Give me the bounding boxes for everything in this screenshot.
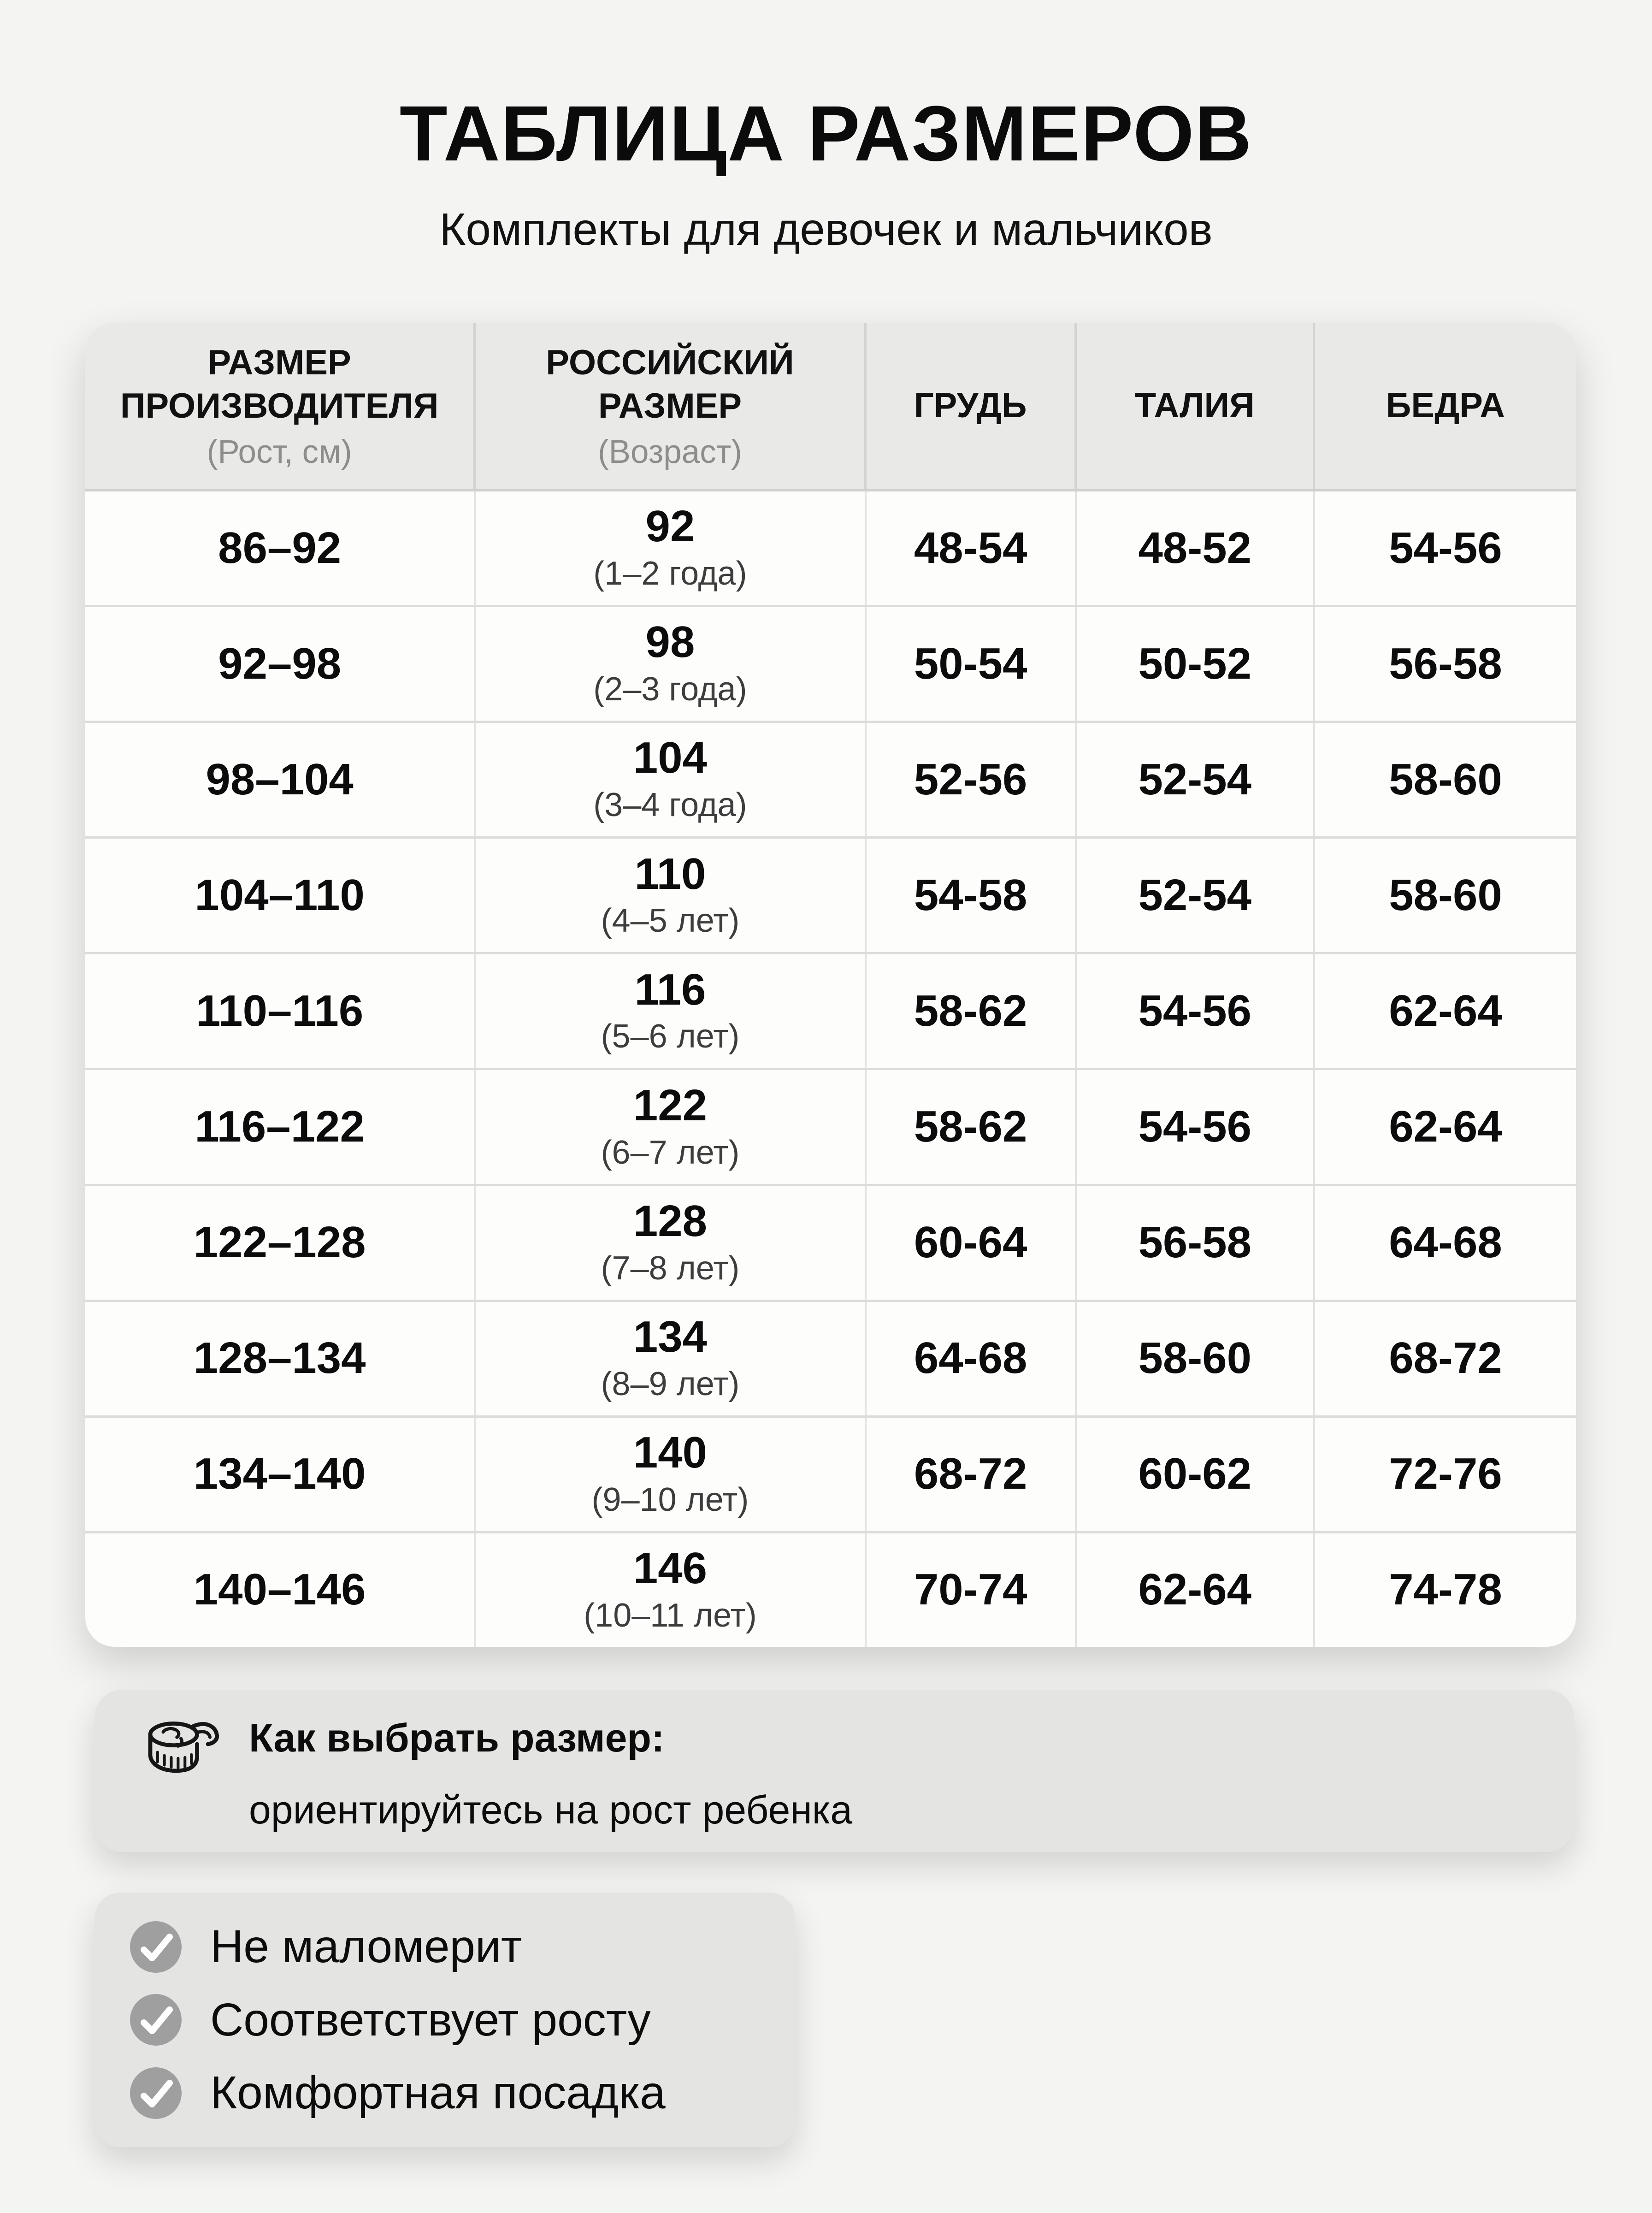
cell-value: 58-62	[914, 1102, 1027, 1152]
feature-label: Не маломерит	[210, 1921, 522, 1972]
cell-value: 86–92	[218, 523, 342, 573]
cell-chest	[867, 1533, 1077, 1647]
cell-age: (6–7 лет)	[601, 1134, 740, 1171]
cell-manufacturer	[85, 1302, 476, 1415]
how-to-text-block	[249, 1714, 852, 1835]
table-row	[85, 1186, 1576, 1302]
cell-hips	[1315, 491, 1576, 605]
feature-item	[130, 1920, 760, 1973]
header-label: ГРУДЬ	[914, 385, 1027, 425]
cell-chest	[867, 1302, 1077, 1415]
header-cell-manufacturer	[85, 323, 476, 489]
cell-waist	[1077, 607, 1315, 721]
table-body	[85, 491, 1576, 1647]
check-icon	[130, 1921, 182, 1973]
cell-value: 56-58	[1138, 1218, 1252, 1267]
cell-manufacturer	[85, 1533, 476, 1647]
header-label: РОССИЙСКИЙ РАЗМЕР	[546, 343, 794, 426]
cell-manufacturer	[85, 1186, 476, 1300]
cell-value: 92–98	[218, 639, 342, 688]
measuring-tape-icon	[141, 1715, 221, 1780]
cell-value: 54-58	[914, 870, 1027, 920]
header-cell-chest	[867, 323, 1077, 489]
cell-value: 110–116	[196, 986, 364, 1036]
cell-value: 72-76	[1389, 1449, 1502, 1499]
how-to-description: ориентируйтесь на рост ребенка	[249, 1787, 853, 1832]
cell-value: 58-62	[914, 986, 1027, 1036]
cell-value: 50-52	[1138, 639, 1252, 688]
cell-russian-size	[476, 607, 866, 721]
cell-chest	[867, 839, 1077, 952]
cell-age: (5–6 лет)	[601, 1018, 740, 1055]
how-to-title: Как выбрать размер:	[249, 1716, 665, 1760]
table-row	[85, 1070, 1576, 1186]
cell-value: 68-72	[1389, 1333, 1502, 1383]
cell-value: 134	[633, 1312, 708, 1361]
header-cell-russian	[476, 323, 866, 489]
cell-chest	[867, 954, 1077, 1068]
cell-value: 122–128	[193, 1218, 366, 1267]
cell-value: 116–122	[195, 1102, 365, 1152]
cell-value: 110	[634, 849, 706, 899]
cell-hips	[1315, 1533, 1576, 1647]
table-row	[85, 839, 1576, 954]
page-subtitle: Комплекты для девочек и мальчиков	[439, 204, 1213, 254]
cell-russian-size	[476, 839, 866, 952]
cell-value: 104–110	[195, 870, 365, 920]
cell-russian-size	[476, 723, 866, 836]
cell-value: 68-72	[914, 1449, 1027, 1499]
cell-manufacturer	[85, 723, 476, 836]
cell-russian-size	[476, 491, 866, 605]
cell-value: 134–140	[193, 1449, 366, 1499]
cell-russian-size	[476, 1186, 866, 1300]
header-cell-hips	[1315, 323, 1576, 489]
table-row	[85, 1302, 1576, 1418]
cell-age: (4–5 лет)	[601, 902, 740, 940]
cell-chest	[867, 491, 1077, 605]
cell-age: (9–10 лет)	[591, 1481, 749, 1518]
cell-manufacturer	[85, 1418, 476, 1531]
cell-value: 52-54	[1138, 870, 1252, 920]
table-row	[85, 491, 1576, 607]
cell-chest	[867, 1186, 1077, 1300]
features-box	[94, 1893, 795, 2147]
cell-value: 92	[645, 502, 695, 551]
cell-value: 58-60	[1389, 754, 1502, 804]
cell-chest	[867, 1418, 1077, 1531]
cell-value: 98	[645, 617, 695, 667]
cell-value: 58-60	[1138, 1333, 1252, 1383]
feature-label: Комфортная посадка	[210, 2067, 666, 2118]
cell-value: 52-54	[1138, 754, 1252, 804]
table-row	[85, 607, 1576, 723]
cell-value: 104	[633, 733, 708, 783]
cell-russian-size	[476, 954, 866, 1068]
cell-manufacturer	[85, 1070, 476, 1183]
cell-manufacturer	[85, 607, 476, 721]
cell-value: 128	[633, 1196, 708, 1246]
size-table	[85, 323, 1576, 1647]
cell-russian-size	[476, 1533, 866, 1647]
header-label: ТАЛИЯ	[1134, 385, 1255, 425]
cell-russian-size	[476, 1418, 866, 1531]
check-icon	[130, 1994, 182, 2046]
cell-value: 62-64	[1138, 1565, 1252, 1615]
cell-hips	[1315, 839, 1576, 952]
cell-value: 50-54	[914, 639, 1027, 688]
cell-value: 62-64	[1389, 986, 1502, 1036]
check-icon	[130, 2067, 182, 2119]
cell-hips	[1315, 607, 1576, 721]
cell-value: 140–146	[193, 1565, 366, 1615]
header-sublabel: (Возраст)	[598, 434, 742, 471]
header-sublabel: (Рост, см)	[206, 434, 352, 471]
cell-russian-size	[476, 1302, 866, 1415]
cell-hips	[1315, 1418, 1576, 1531]
feature-item	[130, 1994, 760, 2047]
cell-waist	[1077, 1302, 1315, 1415]
cell-age: (3–4 года)	[593, 787, 747, 824]
table-row	[85, 1533, 1576, 1647]
cell-value: 122	[633, 1080, 708, 1130]
cell-waist	[1077, 1186, 1315, 1300]
cell-hips	[1315, 1186, 1576, 1300]
header-label: БЕДРА	[1386, 385, 1505, 425]
cell-manufacturer	[85, 839, 476, 952]
cell-age: (7–8 лет)	[601, 1249, 740, 1287]
cell-waist	[1077, 491, 1315, 605]
header-label: РАЗМЕР ПРОИЗВОДИТЕЛЯ	[120, 343, 439, 426]
cell-value: 70-74	[914, 1565, 1027, 1615]
cell-hips	[1315, 1302, 1576, 1415]
cell-value: 48-54	[914, 523, 1027, 573]
cell-waist	[1077, 839, 1315, 952]
header-cell-waist	[1077, 323, 1315, 489]
cell-value: 62-64	[1389, 1102, 1502, 1152]
cell-age: (2–3 года)	[593, 671, 747, 708]
cell-manufacturer	[85, 491, 476, 605]
cell-hips	[1315, 1070, 1576, 1183]
cell-age: (1–2 года)	[593, 555, 747, 592]
table-row	[85, 954, 1576, 1070]
cell-value: 60-62	[1138, 1449, 1252, 1499]
table-row	[85, 723, 1576, 839]
cell-chest	[867, 1070, 1077, 1183]
cell-value: 98–104	[206, 754, 354, 804]
cell-russian-size	[476, 1070, 866, 1183]
feature-label: Соответствует росту	[210, 1994, 651, 2046]
cell-value: 54-56	[1138, 986, 1252, 1036]
cell-value: 140	[633, 1428, 708, 1477]
cell-hips	[1315, 723, 1576, 836]
cell-value: 146	[633, 1544, 708, 1593]
cell-waist	[1077, 1070, 1315, 1183]
cell-chest	[867, 607, 1077, 721]
cell-value: 64-68	[914, 1333, 1027, 1383]
page-title: ТАБЛИЦА РАЗМЕРОВ	[399, 90, 1253, 178]
table-header	[85, 323, 1576, 491]
table-row	[85, 1418, 1576, 1533]
cell-value: 56-58	[1389, 639, 1502, 688]
cell-hips	[1315, 954, 1576, 1068]
cell-value: 64-68	[1389, 1218, 1502, 1267]
cell-value: 52-56	[914, 754, 1027, 804]
cell-waist	[1077, 954, 1315, 1068]
how-to-choose-box	[94, 1690, 1574, 1852]
cell-value: 128–134	[193, 1333, 366, 1383]
cell-waist	[1077, 723, 1315, 836]
cell-value: 116	[634, 964, 706, 1014]
cell-age: (10–11 лет)	[584, 1597, 757, 1634]
feature-item	[130, 2066, 760, 2119]
cell-value: 60-64	[914, 1218, 1027, 1267]
cell-value: 48-52	[1138, 523, 1252, 573]
cell-value: 54-56	[1138, 1102, 1252, 1152]
cell-chest	[867, 723, 1077, 836]
cell-value: 54-56	[1389, 523, 1502, 573]
cell-value: 58-60	[1389, 870, 1502, 920]
cell-age: (8–9 лет)	[601, 1365, 740, 1402]
cell-waist	[1077, 1533, 1315, 1647]
cell-manufacturer	[85, 954, 476, 1068]
cell-value: 74-78	[1389, 1565, 1502, 1615]
cell-waist	[1077, 1418, 1315, 1531]
